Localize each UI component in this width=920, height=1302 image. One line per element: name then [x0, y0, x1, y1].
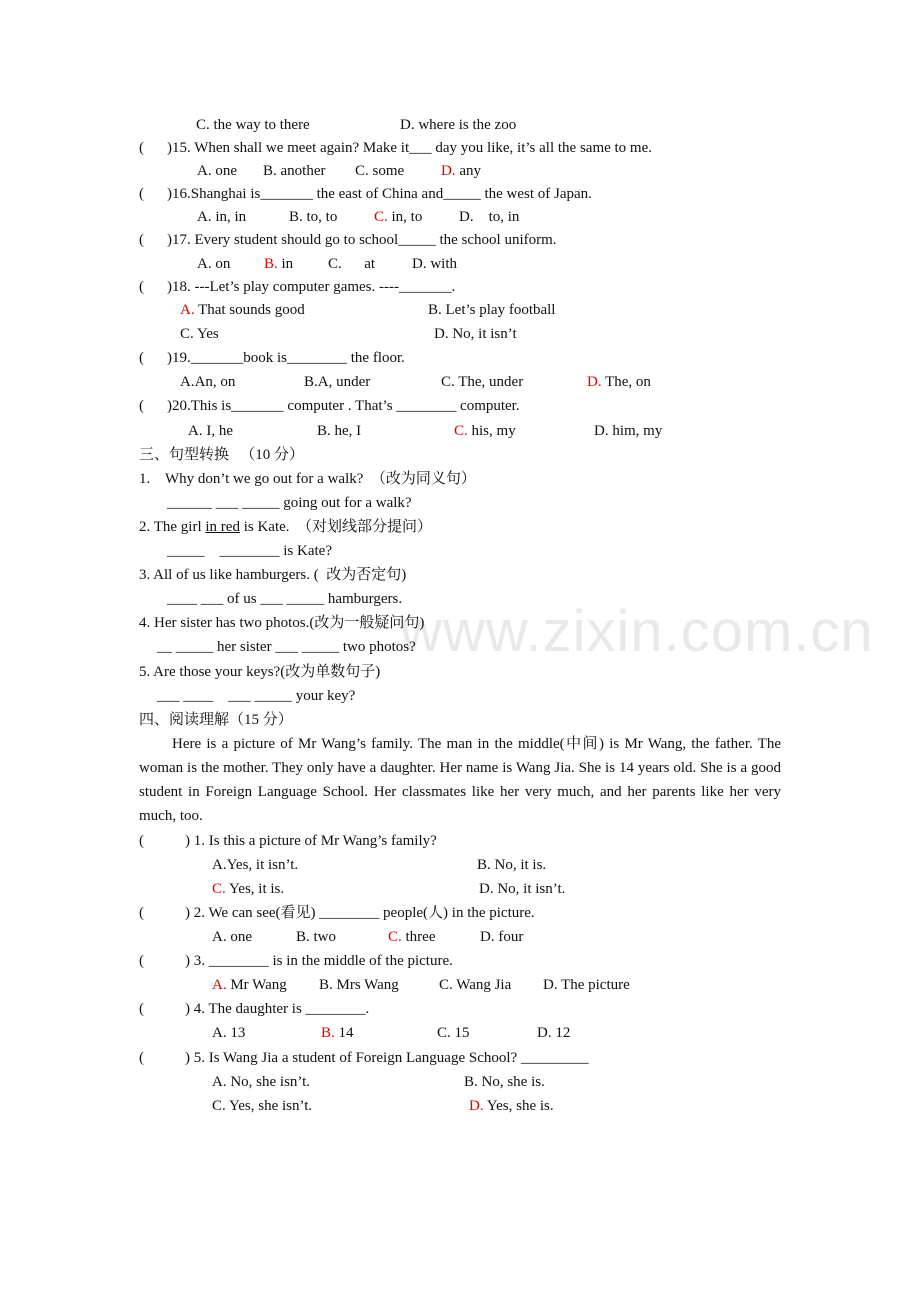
q15-option-d: D. any — [441, 163, 482, 179]
q17-option-d: D. with — [412, 256, 457, 272]
s3-q5: 5. Are those your keys?(改为单数句子) — [139, 664, 381, 680]
q18-stem: )18. ---Let’s play computer games. ----_______. — [167, 279, 456, 295]
r4-option-c: C. 15 — [437, 1025, 470, 1041]
r4-option-d: D. 12 — [537, 1025, 571, 1041]
s3-q4: 4. Her sister has two photos.(改为一般疑问句) — [139, 615, 425, 631]
r3-stem: ) 3. ________ is in the middle of the picture. — [185, 953, 453, 969]
q18-option-c: C. Yes — [180, 326, 219, 342]
r5-paren: ( — [139, 1050, 144, 1066]
r2-option-c: C. three — [388, 929, 436, 945]
q15-paren: ( — [139, 140, 144, 156]
q16-option-a: A. in, in — [197, 209, 247, 225]
q14-option-c: C. the way to there — [196, 117, 310, 133]
r4-stem: ) 4. The daughter is ________. — [185, 1001, 370, 1017]
s3-q1: 1. Why don’t we go out for a walk? （改为同义句） — [139, 471, 476, 487]
r4-option-a: A. 13 — [212, 1025, 246, 1041]
q18-option-b: B. Let’s play football — [428, 302, 556, 318]
q14-option-d: D. where is the zoo — [400, 117, 517, 133]
answer-mark: A. — [180, 302, 195, 318]
r3-option-c: C. Wang Jia — [439, 977, 512, 993]
q20-option-b: B. he, I — [317, 423, 362, 439]
s3-q2: 2. The girl in red is Kate. （对划线部分提问） — [139, 519, 433, 535]
q18-option-a: A. That sounds good — [180, 302, 305, 318]
q17-paren: ( — [139, 232, 144, 248]
s3-a3: ____ ___ of us ___ _____ hamburgers. — [167, 591, 403, 607]
r3-paren: ( — [139, 953, 144, 969]
r2-paren: ( — [139, 905, 144, 921]
r5-option-b: B. No, she is. — [464, 1074, 545, 1090]
answer-mark: B. — [264, 256, 278, 272]
answer-mark: C. — [212, 881, 226, 897]
r1-option-d: D. No, it isn’t. — [479, 881, 566, 897]
q20-stem: )20.This is_______ computer . That’s ________ computer. — [167, 398, 520, 414]
q20-option-c: C. his, my — [454, 423, 516, 439]
q19-stem: )19._______book is________ the floor. — [167, 350, 405, 366]
q19-option-b: B.A, under — [304, 374, 371, 390]
r3-option-d: D. The picture — [543, 977, 630, 993]
section3-title: 三、句型转换 （10 分） — [139, 447, 305, 463]
s3-a4: __ _____ her sister ___ _____ two photos? — [157, 639, 416, 655]
r5-option-c: C. Yes, she isn’t. — [212, 1098, 313, 1114]
r5-stem: ) 5. Is Wang Jia a student of Foreign Language School? _________ — [185, 1050, 589, 1066]
answer-mark: D. — [441, 163, 456, 179]
q18-option-d: D. No, it isn’t — [434, 326, 517, 342]
q19-option-c: C. The, under — [441, 374, 524, 390]
q16-stem: )16.Shanghai is_______ the east of China and_____ the west of Japan. — [167, 186, 592, 202]
q20-option-d: D. him, my — [594, 423, 663, 439]
r2-option-b: B. two — [296, 929, 337, 945]
q18-paren: ( — [139, 279, 144, 295]
s3-q3: 3. All of us like hamburgers. ( 改为否定句) — [139, 567, 407, 583]
q17-stem: )17. Every student should go to school_____ the school uniform. — [167, 232, 557, 248]
s3-a1: ______ ___ _____ going out for a walk? — [167, 495, 412, 511]
answer-mark: C. — [454, 423, 468, 439]
r4-option-b: B. 14 — [321, 1025, 354, 1041]
q16-option-d: D. to, in — [459, 209, 520, 225]
section4-title: 四、阅读理解（15 分） — [139, 712, 293, 728]
r2-stem: ) 2. We can see(看见) ________ people(人) in the picture. — [185, 905, 535, 921]
answer-mark: D. — [469, 1098, 484, 1114]
s3-a2: _____ ________ is Kate? — [167, 543, 332, 559]
r3-option-b: B. Mrs Wang — [319, 977, 399, 993]
r2-option-d: D. four — [480, 929, 524, 945]
q19-option-d: D. The, on — [587, 374, 651, 390]
q17-option-a: A. on — [197, 256, 231, 272]
passage-text: Here is a picture of Mr Wang’s family. The man in the middle(中间) is Mr Wang, the father. The woman is the mother. They only have a daughter. Her name is Wang Jia. She is 14 years old. She is a good student in Foreign Language School. Her classmates like her very much, and her parents like her very much, too. — [139, 736, 781, 824]
r5-option-a: A. No, she isn’t. — [212, 1074, 311, 1090]
answer-mark: D. — [587, 374, 602, 390]
q16-option-b: B. to, to — [289, 209, 338, 225]
r1-paren: ( — [139, 833, 144, 849]
r5-option-d: D. Yes, she is. — [469, 1098, 554, 1114]
r1-option-c: C. Yes, it is. — [212, 881, 285, 897]
q15-option-a: A. one — [197, 163, 237, 179]
s3-a5: ___ ____ ___ _____ your key? — [157, 688, 356, 704]
q15-option-b: B. another — [263, 163, 326, 179]
q16-option-c: C. in, to — [374, 209, 423, 225]
answer-mark: C. — [374, 209, 388, 225]
answer-mark: B. — [321, 1025, 335, 1041]
answer-mark: A. — [212, 977, 227, 993]
q20-paren: ( — [139, 398, 144, 414]
q16-paren: ( — [139, 186, 144, 202]
reading-passage — [139, 732, 781, 828]
q17-option-c: C. at — [328, 256, 376, 272]
q20-option-a: A. I, he — [188, 423, 233, 439]
r4-paren: ( — [139, 1001, 144, 1017]
q19-paren: ( — [139, 350, 144, 366]
answer-mark: C. — [388, 929, 402, 945]
q15-stem: )15. When shall we meet again? Make it___ day you like, it’s all the same to me. — [167, 140, 653, 156]
q15-option-c: C. some — [355, 163, 405, 179]
watermark: www.zixin.com.cn — [400, 599, 874, 664]
q19-option-a: A.An, on — [180, 374, 236, 390]
r1-option-b: B. No, it is. — [477, 857, 547, 873]
r2-option-a: A. one — [212, 929, 252, 945]
r1-stem: ) 1. Is this a picture of Mr Wang’s family? — [185, 833, 437, 849]
q17-option-b: B. in — [264, 256, 294, 272]
r3-option-a: A. Mr Wang — [212, 977, 287, 993]
underlined-phrase: in red — [205, 519, 240, 535]
r1-option-a: A.Yes, it isn’t. — [212, 857, 299, 873]
